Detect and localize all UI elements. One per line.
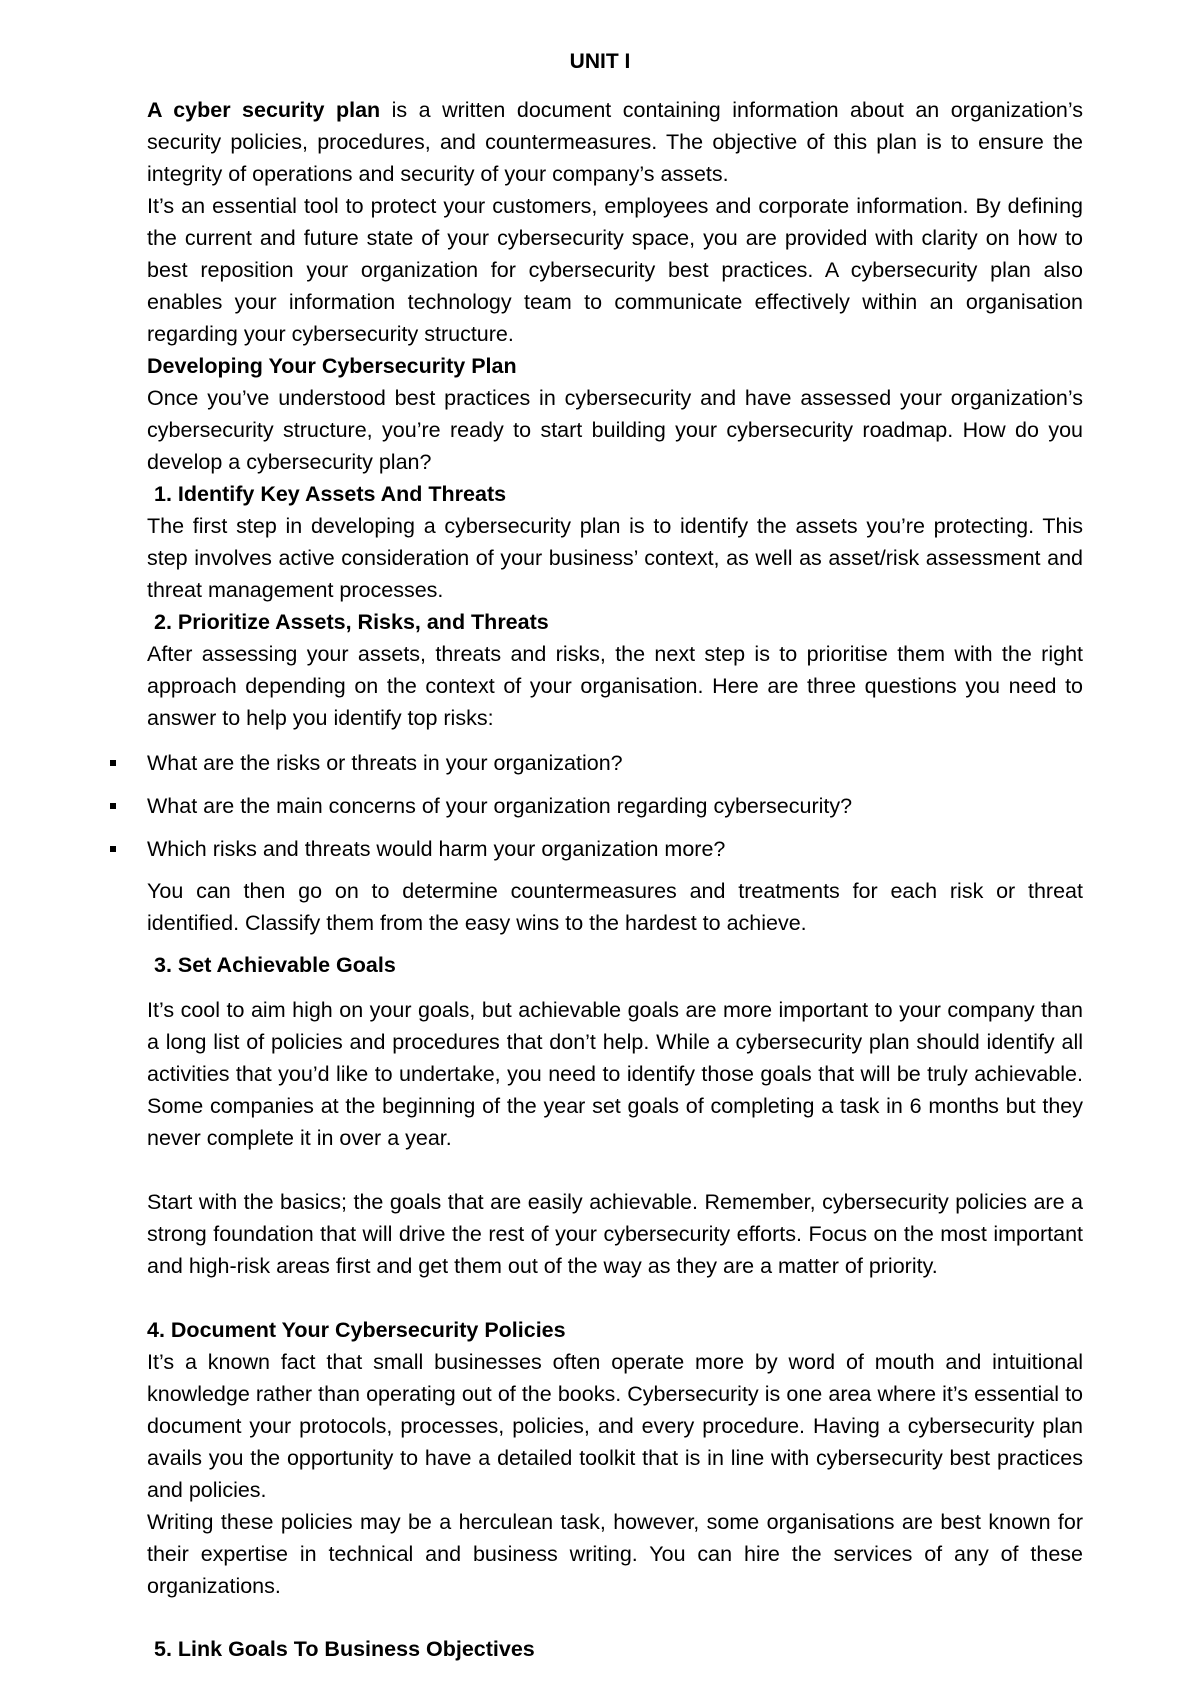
- step-3-paragraph: It’s cool to aim high on your goals, but achievable goals are more important to your company than a long list of policies and procedures that don’t help. While a cybersecurity plan should identify all activities that you’d like to undertake, you need to identify those goals that will be truly achievable. Some companies at the beginning of the year set goals of completing a task in 6 months but they never complete it in over a year.: [147, 998, 1083, 1150]
- step-2-after-paragraph: You can then go on to determine countermeasures and treatments for each risk or threat identified. Classify them from the easy wins to the hardest to achieve.: [147, 879, 1083, 935]
- bullet-marker-icon: [110, 846, 116, 852]
- list-item: [147, 833, 1083, 876]
- step-3-paragraph-2: Start with the basics; the goals that are easily achievable. Remember, cybersecurity policies are a strong foundation that will drive the rest of your cybersecurity efforts. Focus on the most important and high-risk areas first and get them out of the way as they are a matter of priority.: [147, 1190, 1083, 1278]
- step-1-paragraph: The first step in developing a cybersecurity plan is to identify the assets you’re protecting. This step involves active consideration of your business’ context, as well as asset/risk assessment and threat management processes.: [147, 514, 1083, 602]
- developing-paragraph: Once you’ve understood best practices in cybersecurity and have assessed your organization’s cybersecurity structure, you’re ready to start building your cybersecurity roadmap. How do you develop a cybersecurity plan?: [147, 386, 1083, 474]
- step-4-paragraph-2: Writing these policies may be a herculean task, however, some organisations are best known for their expertise in technical and business writing. You can hire the services of any of these organizations.: [147, 1510, 1083, 1598]
- intro-lead-bold: A cyber security plan: [147, 98, 381, 122]
- intro-paragraph-2: It’s an essential tool to protect your customers, employees and corporate information. By defining the current and future state of your cybersecurity space, you are provided with clarity on how to best reposition your organization for cybersecurity best practices. A cybersecurity plan also enables your information technology team to communicate effectively within an organisation regarding your cybersecurity structure.: [147, 194, 1083, 346]
- step-2-paragraph: After assessing your assets, threats and risks, the next step is to prioritise them with the right approach depending on the context of your organisation. Here are three questions you need to answer to help you identify top risks:: [147, 642, 1083, 730]
- intro-paragraph: [147, 94, 1083, 190]
- list-item: [147, 747, 1083, 790]
- step-4-paragraph: It’s a known fact that small businesses often operate more by word of mouth and intuitional knowledge rather than operating out of the books. Cybersecurity is one area where it’s essential to document your protocols, processes, policies, and every procedure. Having a cybersecurity plan avails you the opportunity to have a detailed toolkit that is in line with cybersecurity best practices and policies.: [147, 1350, 1083, 1502]
- bullet-marker-icon: [110, 803, 116, 809]
- list-item-text: Which risks and threats would harm your organization more?: [147, 837, 726, 861]
- heading-step-4: 4. Document Your Cybersecurity Policies: [147, 1318, 566, 1342]
- heading-step-2: 2. Prioritize Assets, Risks, and Threats: [154, 610, 549, 634]
- heading-step-1: 1. Identify Key Assets And Threats: [154, 482, 507, 506]
- list-item-text: What are the main concerns of your organization regarding cybersecurity?: [147, 794, 853, 818]
- heading-developing: Developing Your Cybersecurity Plan: [147, 354, 517, 378]
- page-title: UNIT I: [569, 50, 631, 73]
- list-item: [147, 790, 1083, 833]
- list-item-text: What are the risks or threats in your organization?: [147, 751, 623, 775]
- bullet-marker-icon: [110, 760, 116, 766]
- heading-step-3: 3. Set Achievable Goals: [154, 953, 396, 977]
- intro-lead-text: is a written document containing information about an organization’s security policies, procedures, and countermeasures. The objective of this plan is to ensure the integrity of operations and security of your company’s assets.: [147, 98, 1083, 186]
- heading-step-5: 5. Link Goals To Business Objectives: [154, 1637, 535, 1661]
- risk-questions-list: [147, 747, 1083, 876]
